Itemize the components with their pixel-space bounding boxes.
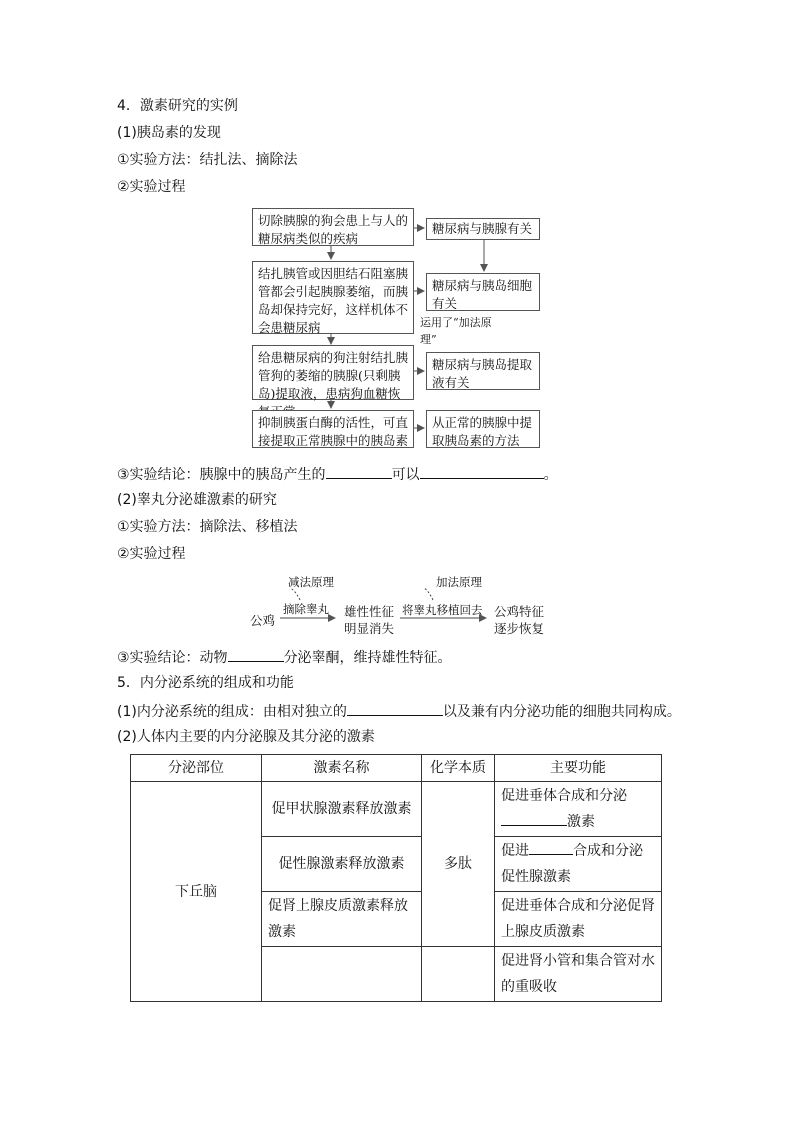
cell-function (495, 782, 662, 837)
endocrine-composition (117, 700, 681, 722)
flow2-step2-principle: 加法原理 (436, 575, 482, 589)
flow2-end-line2: 逐步恢复 (494, 621, 545, 636)
flow-box-right-1: 糖尿病与胰腺有关 (426, 218, 540, 240)
experiment-method-2: ①实验方法：摘除法、移植法 (117, 519, 298, 535)
flow2-start: 公鸡 (250, 613, 276, 628)
cell-function: 促进肾小管和集合管对水的重吸收 (495, 947, 662, 1002)
conclusion-2-text-b: 分泌睾酮，维持雄性特征。 (283, 650, 452, 666)
cell-hormone-name: 促肾上腺皮质激素释放激素 (262, 892, 422, 947)
function-text: 促性腺激素 (501, 869, 571, 885)
cell-function: 促进垂体合成和分泌促肾上腺皮质激素 (495, 892, 662, 947)
table-row (131, 782, 662, 837)
flow2-step1-label: 摘除睾丸 (283, 602, 329, 616)
flow2-mid-line2: 明显消失 (344, 621, 395, 636)
cell-function (495, 837, 662, 892)
flow2-end-line1: 公鸡特征 (494, 604, 545, 619)
conclusion-1-text-a: ③实验结论：胰腺中的胰岛产生的 (117, 467, 326, 483)
answer-blank[interactable] (501, 810, 567, 826)
cell-nature-blank[interactable] (422, 947, 495, 1002)
answer-blank[interactable] (529, 839, 573, 855)
flow-box-left-2: 结扎胰管或因胆结石阻塞胰管都会引起胰腺萎缩，而胰岛却保持完好，这样机体不会患糖尿病 (252, 261, 414, 334)
conclusion-2-text-a: ③实验结论：动物 (117, 650, 228, 666)
answer-blank[interactable] (347, 700, 443, 716)
subsection-insulin-title: (1)胰岛素的发现 (117, 125, 221, 141)
flow2-mid-line1: 雄性性征 (344, 604, 395, 619)
experiment-method-1: ①实验方法：结扎法、摘除法 (117, 152, 298, 168)
section-4-title: 4．激素研究的实例 (117, 98, 238, 114)
experiment-process-2: ②实验过程 (117, 546, 186, 562)
function-text: 促进垂体合成和分泌 (501, 788, 627, 804)
composition-text-b: 以及兼有内分泌功能的细胞共同构成。 (442, 704, 681, 720)
cell-nature: 多肽 (422, 782, 495, 947)
answer-blank[interactable] (420, 463, 544, 479)
table-header-row (131, 755, 662, 782)
conclusion-1 (117, 463, 558, 485)
addition-principle-note: 运用了“加法原理” (420, 316, 492, 346)
hormone-table (130, 754, 662, 1002)
conclusion-1-text-c: 。 (543, 467, 558, 483)
cell-location: 下丘脑 (131, 782, 262, 1002)
header-nature: 化学本质 (422, 755, 495, 782)
function-text: 激素 (567, 814, 595, 830)
composition-text-a: (1)内分泌系统的组成：由相对独立的 (117, 704, 347, 720)
flow2-step1-principle: 减法原理 (288, 575, 334, 589)
experiment-process-1: ②实验过程 (117, 179, 186, 195)
flow-box-right-2: 糖尿病与胰岛细胞有关 (426, 273, 540, 311)
flow-box-left-4: 抑制胰蛋白酶的活性，可直接提取正常胰腺中的胰岛素 (252, 410, 414, 448)
cell-hormone-name: 促甲状腺激素释放激素 (262, 782, 422, 837)
header-location: 分泌部位 (131, 755, 262, 782)
function-text: 促进 (501, 843, 529, 859)
conclusion-1-text-b: 可以 (391, 467, 420, 483)
flow2-step2-label: 将睾丸移植回去 (402, 603, 483, 617)
flow-box-right-3: 糖尿病与胰岛提取液有关 (426, 352, 540, 390)
conclusion-2 (117, 646, 452, 668)
glands-heading: (2)人体内主要的内分泌腺及其分泌的激素 (117, 729, 375, 745)
answer-blank[interactable] (228, 646, 284, 662)
cell-hormone-name-blank[interactable] (262, 947, 422, 1002)
flow-box-left-3: 给患糖尿病的狗注射结扎胰管狗的萎缩的胰腺(只剩胰岛)提取液，患病狗血糖恢 (252, 345, 414, 400)
flow-box-right-4: 从正常的胰腺中提取胰岛素的方法 (426, 410, 540, 448)
flow-box-left-1: 切除胰腺的狗会患上与人的糖尿病类似的疾病 (252, 208, 414, 246)
header-hormone-name: 激素名称 (262, 755, 422, 782)
answer-blank[interactable] (326, 463, 392, 479)
header-function: 主要功能 (495, 755, 662, 782)
subsection-testis-title: (2)睾丸分泌雄激素的研究 (117, 492, 277, 508)
section-5-title: 5．内分泌系统的组成和功能 (117, 675, 294, 691)
function-text: 合成和分泌 (573, 843, 643, 859)
cell-hormone-name: 促性腺激素释放激素 (262, 837, 422, 892)
